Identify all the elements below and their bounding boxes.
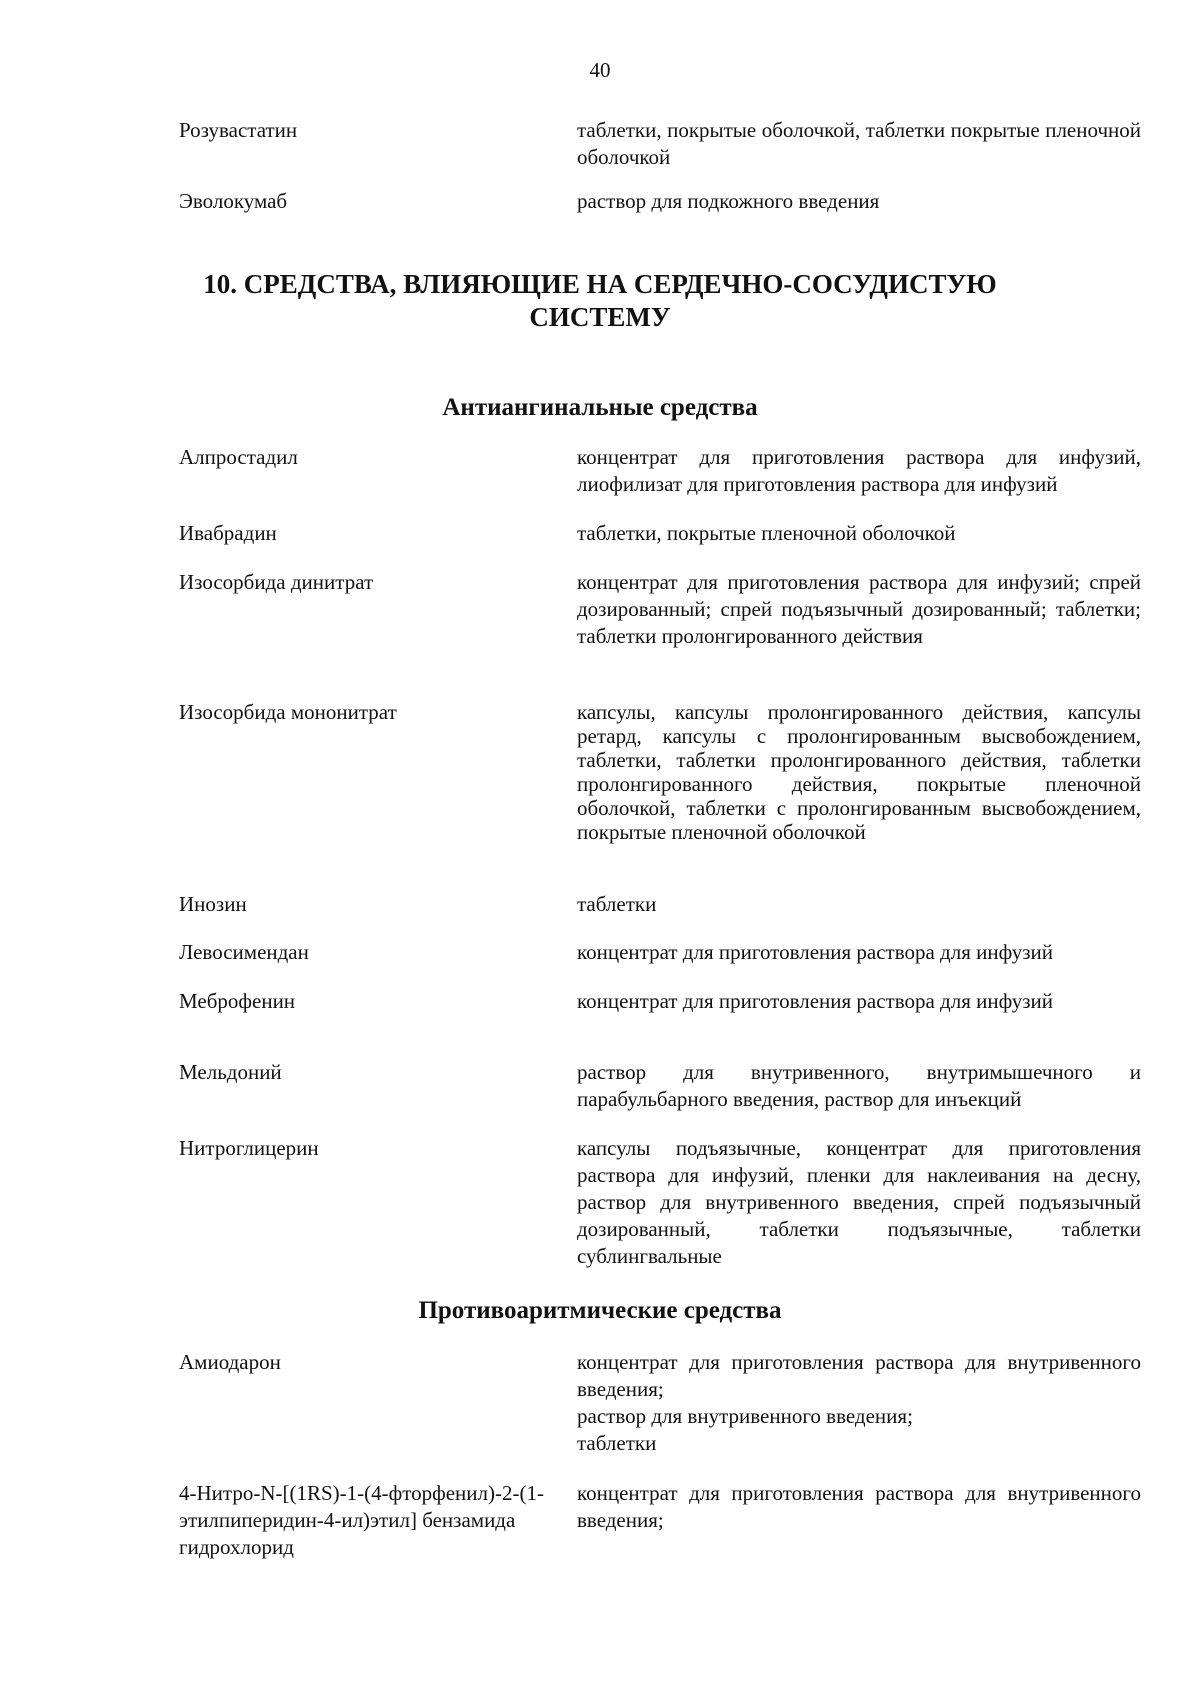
drug-name: Левосимендан [179,940,309,964]
subsection-heading-antiarrhythmic: Противоаритмические средства [418,1297,782,1324]
dosage-form: капсулы, капсулы пролонгированного действия, капсулы ретард, капсулы с пролонгированным высвобождением, таблетки, таблетки пролонгированного действия, таблетки пролонгированного действия, покрытые пленочной оболочкой, таблетки с пролонгированным высвобождением, покрытые пленочной оболочкой [577,700,1141,844]
dosage-form-line: раствор для внутривенного введения; [577,1404,913,1428]
dosage-form: раствор для подкожного введения [577,189,880,213]
page-number: 40 [589,58,611,82]
drug-name: Амиодарон [179,1350,281,1374]
section-title [0,268,1200,334]
dosage-form: таблетки, покрытые пленочной оболочкой [577,521,956,545]
drug-name: Алпростадил [179,445,298,469]
dosage-form [577,1349,1141,1457]
dosage-form: концентрат для приготовления раствора для инфузий [577,989,1053,1013]
drug-name: Ивабрадин [179,521,277,545]
dosage-form: раствор для внутривенного, внутримышечного и парабульбарного введения, раствор для инъекций [577,1060,1141,1111]
dosage-form: таблетки [577,892,657,916]
drug-name: Меброфенин [179,989,296,1013]
section-title-line-1: 10. СРЕДСТВА, ВЛИЯЮЩИЕ НА СЕРДЕЧНО-СОСУДИСТУЮ [203,269,997,299]
subsection-heading-antianginal: Антиангинальные средства [442,394,758,421]
drug-name: Изосорбида динитрат [179,570,374,594]
dosage-form: капсулы подъязычные, концентрат для приготовления раствора для инфузий, пленки для наклеивания на десну, раствор для внутривенного введения, спрей подъязычный дозированный, таблетки подъязычные, таблетки сублингвальные [577,1136,1141,1268]
dosage-form: концентрат для приготовления раствора для инфузий [577,940,1053,964]
dosage-form: концентрат для приготовления раствора для инфузий, лиофилизат для приготовления раствора для инфузий [577,445,1141,496]
dosage-form: концентрат для приготовления раствора для инфузий; спрей дозированный; спрей подъязычный дозированный; таблетки; таблетки пролонгированного действия [577,570,1141,648]
drug-name: Инозин [179,892,247,916]
drug-name: Розувастатин [179,118,298,142]
dosage-form-line: концентрат для приготовления раствора для внутривенного введения; [577,1350,1141,1401]
drug-name: 4-Нитро-N-[(1RS)-1-(4-фторфенил)-2-(1-этилпиперидин-4-ил)этил] бензамида гидрохлорид [179,1481,544,1559]
drug-name: Эволокумаб [179,189,288,213]
section-title-line-2: СИСТЕМУ [529,302,671,332]
drug-name: Нитроглицерин [179,1136,319,1160]
dosage-form: концентрат для приготовления раствора для внутривенного введения; [577,1481,1141,1532]
drug-name: Мельдоний [179,1060,282,1084]
drug-name: Изосорбида мононитрат [179,700,397,724]
dosage-form-line: таблетки [577,1431,657,1455]
dosage-form: таблетки, покрытые оболочкой, таблетки покрытые пленочной оболочкой [577,118,1141,169]
